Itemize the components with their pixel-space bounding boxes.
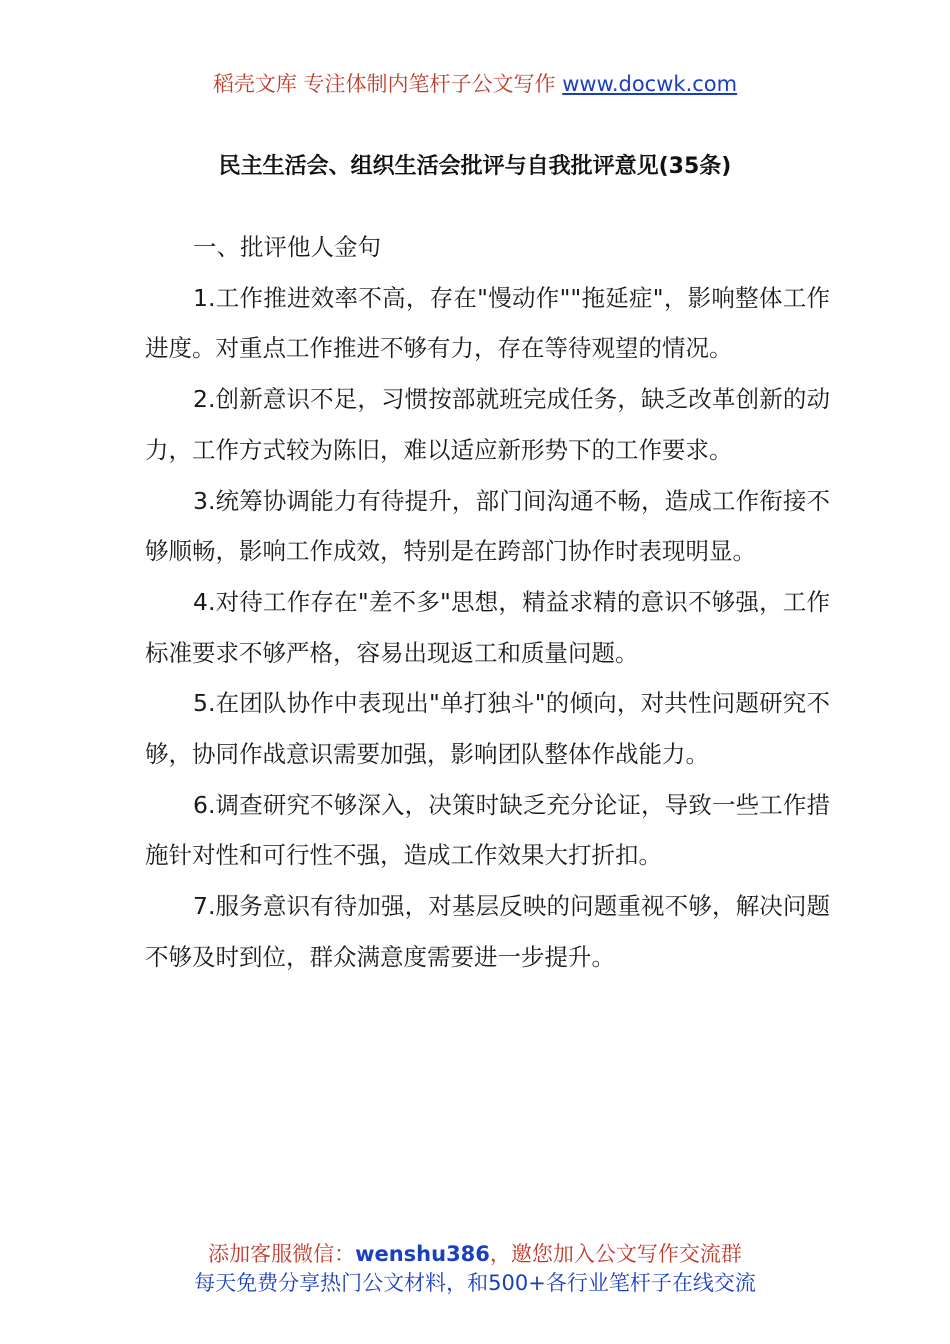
list-item: 7.服务意识有待加强，对基层反映的问题重视不够，解决问题不够及时到位，群众满意度需要进一步提升。 bbox=[145, 892, 830, 971]
document-title: 民主生活会、组织生活会批评与自我批评意见(35条) bbox=[218, 154, 732, 179]
list-item: 2.创新意识不足，习惯按部就班完成任务，缺乏改革创新的动力，工作方式较为陈旧，难以适应新形势下的工作要求。 bbox=[145, 385, 830, 464]
header-url-link[interactable]: www.docwk.com bbox=[562, 72, 738, 96]
footer-contact-suffix: ，邀您加入公文写作交流群 bbox=[489, 1242, 742, 1266]
list-item: 3.统筹协调能力有待提升，部门间沟通不畅，造成工作衔接不够顺畅，影响工作成效，特别是在跨部门协作时表现明显。 bbox=[145, 486, 830, 566]
header-slogan: 稻壳文库 专注体制内笔杆子公文写作 bbox=[212, 72, 563, 96]
list-item: 5.在团队协作中表现出"单打独斗"的倾向，对共性问题研究不够，协同作战意识需要加强，影响团队整体作战能力。 bbox=[145, 689, 830, 769]
section-heading: 一、批评他人金句 bbox=[193, 233, 381, 261]
footer-promo-line: 每天免费分享热门公文材料，和500+各行业笔杆子在线交流 bbox=[194, 1271, 756, 1295]
list-item: 1.工作推进效率不高，存在"慢动作""拖延症"，影响整体工作进度。对重点工作推进不够有力，存在等待观望的情况。 bbox=[145, 283, 830, 363]
footer-wechat-id: wenshu386 bbox=[355, 1242, 490, 1266]
footer-contact-prefix: 添加客服微信： bbox=[208, 1242, 356, 1266]
list-item: 6.调查研究不够深入，决策时缺乏充分论证，导致一些工作措施针对性和可行性不强，造成工作效果大打折扣。 bbox=[145, 790, 830, 870]
page-header bbox=[0, 70, 950, 98]
page-footer bbox=[0, 1240, 950, 1298]
document-body bbox=[145, 222, 830, 983]
footer-contact-line bbox=[0, 1240, 950, 1269]
list-item: 4.对待工作存在"差不多"思想，精益求精的意识不够强，工作标准要求不够严格，容易出现返工和质量问题。 bbox=[145, 587, 830, 667]
